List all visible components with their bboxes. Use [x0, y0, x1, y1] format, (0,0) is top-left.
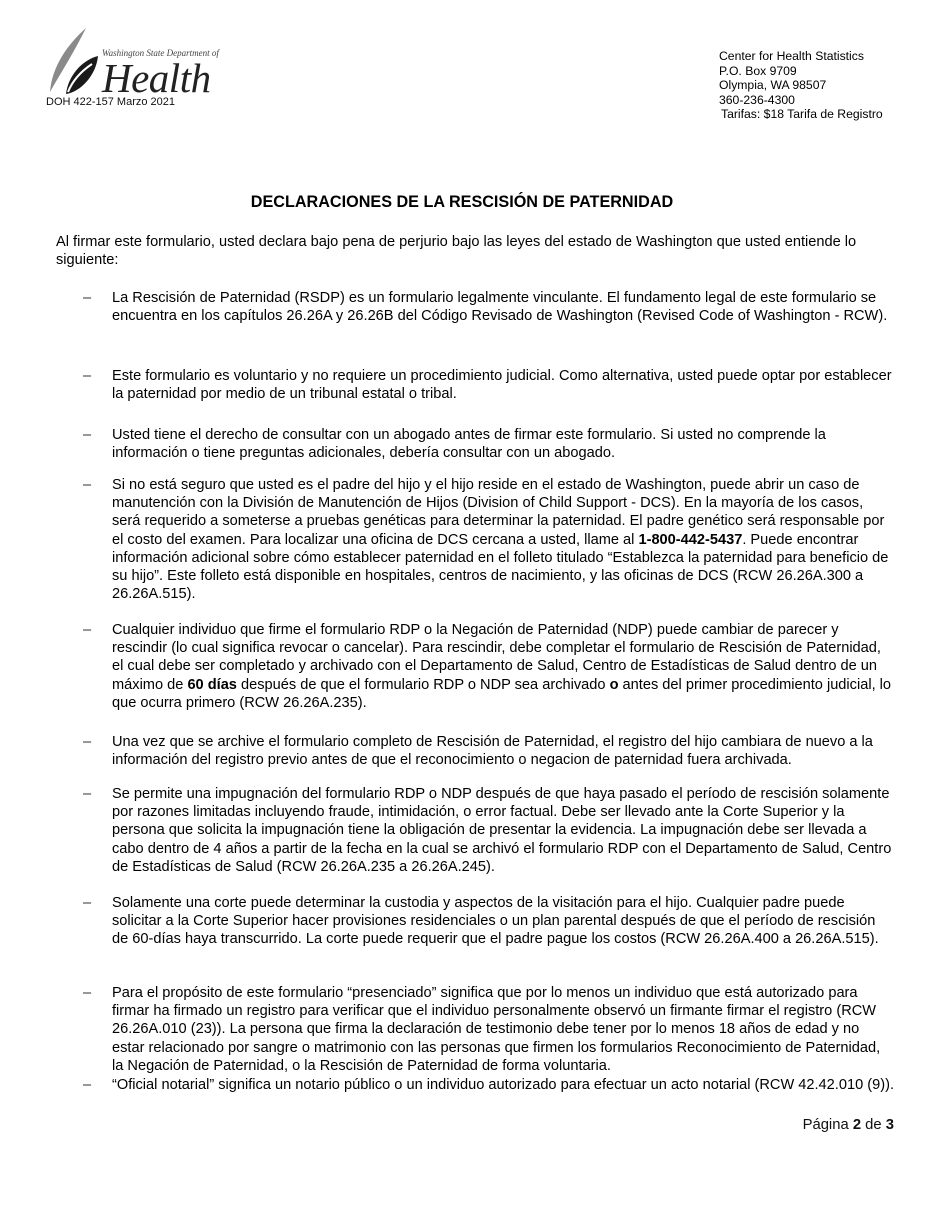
doh-logo — [46, 26, 226, 116]
text-segment: después de que el formulario RDP o NDP sea archivado — [236, 676, 610, 693]
list-item — [83, 1076, 895, 1094]
bullet-dash: – — [83, 622, 92, 638]
or-emphasis: o — [609, 676, 619, 693]
list-item-text: Este formulario es voluntario y no requiere un procedimiento judicial. Como alternativa, usted puede optar por establecer la paternidad por medio de un tribunal estatal o tribal. — [112, 368, 892, 403]
bullet-dash: – — [83, 368, 92, 384]
bullet-dash: – — [83, 985, 92, 1001]
list-item-text: Se permite una impugnación del formulario RDP o NDP después de que haya pasado el período de rescisión solamente por razones limitadas incluyendo fraude, intimidación, o error factual. Debe ser llevado ante la Corte Superior y la persona que solicita la impugnación tiene la obligación de presentar la evidencia. La impugnación debe ser llevada a cabo dentro de 4 años a partir de la fecha en la cual se archivó el formulario RDP con el Departamento de Salud, Centro de Estadísticas de Salud (RCW 26.26A.235 a 26.26A.245). — [112, 786, 892, 875]
list-item — [83, 426, 895, 462]
form-id: DOH 422-157 Marzo 2021 — [46, 96, 176, 108]
list-item-text: Para el propósito de este formulario “presenciado” significa que por lo menos un individuo que está autorizado para firmar ha firmado un registro para verificar que el individuo personalmente observó un firmante firmar el registro (RCW 26.26A.010 (23)). La persona que firma la declaración de testimonio debe tener por lo menos 18 años de edad y no estar relacionado por sangre o matrimonio con las personas que firmen los formularios Reconocimiento de Paternidad, la Negación de Paternidad, o la Rescisión de Paternidad de forma voluntaria. — [112, 985, 881, 1074]
text-segment: . Puede encontrar información adicional sobre cómo establecer paternidad en el folleto titulado “Establezca la paternidad para beneficio de su hijo”. Este folleto está disponible en hospitales, centros de nacimiento, y las oficinas de DCS (RCW 26.26A.300 a 26.26A.515). — [112, 531, 889, 603]
text-segment: Cualquier individuo que firme el formulario RDP o la Negación de Paternidad (NDP) puede cambiar de parecer y rescindir (lo cual significa revocar o cancelar). Para rescindir, debe completar el formulario de Rescisión de Paternidad, el cual debe ser completado y archivado con el Departamento de Salud, Centro de Estadísticas de Salud dentro de un máximo de — [112, 622, 881, 693]
logo-health-wordmark: Health — [102, 55, 211, 101]
intro-paragraph: Al firmar este formulario, usted declara bajo pena de perjurio bajo las leyes del estado de Washington que usted entiende lo siguiente: — [56, 234, 857, 269]
list-item — [83, 984, 895, 1075]
text-segment: antes del primer procedimiento judicial, lo que ocurra primero (RCW 26.26A.235). — [112, 676, 892, 711]
list-item — [83, 621, 895, 712]
list-item — [83, 367, 895, 403]
address-org: Center for Health Statistics — [719, 49, 864, 63]
address-po-box: P.O. Box 9709 — [719, 63, 797, 78]
page-current: 2 — [852, 1117, 862, 1133]
address-fees: Tarifas: $18 Tarifa de Registro — [721, 107, 883, 122]
bullet-dash: – — [83, 290, 92, 306]
page-title: DECLARACIONES DE LA RESCISIÓN DE PATERNIDAD — [250, 193, 674, 211]
address-phone: 360-236-4300 — [719, 92, 795, 107]
deadline-emphasis: 60 días — [187, 676, 237, 693]
list-item-text: La Rescisión de Paternidad (RSDP) es un formulario legalmente vinculante. El fundamento legal de este formulario se encuentra en los capítulos 26.26A y 26.26B del Código Revisado de Washington (Revised Code of Washington - RCW). — [112, 290, 888, 325]
list-item-text: Usted tiene el derecho de consultar con un abogado antes de firmar este formulario. Si usted no comprende la información o tiene preguntas adicionales, debería consultar con un abogado. — [112, 427, 826, 462]
dcs-phone-number: 1-800-442-5437 — [638, 531, 743, 548]
bullet-dash: – — [83, 477, 92, 493]
list-item-text: Solamente una corte puede determinar la custodia y aspectos de la visitación para el hijo. Cualquier padre puede solicitar a la Corte Superior hacer provisiones residenciales o un plan parental después de que el período de rescisión de 60-días haya transcurrido. La corte puede requerir que el padre pague los costos (RCW 26.26A.400 a 26.26A.515). — [112, 895, 879, 948]
list-item — [83, 476, 895, 603]
feather-icon — [46, 26, 106, 98]
text-segment: Si no está seguro que usted es el padre del hijo y el hijo reside en el estado de Washington, puede abrir un caso de manutención con la División de Manutención de Hijos (Division of Child Support - DCS). En la mayoría de los casos, será requerido a someterse a pruebas genéticas para determinar la paternidad. El padre genético será responsable por el costo del examen. Para localizar una oficina de DCS cercana a usted, llame al — [112, 477, 885, 548]
page-total: 3 — [885, 1117, 894, 1133]
page-separator: de — [865, 1117, 882, 1133]
logo-department-line: Washington State Department of — [102, 48, 219, 58]
page-label: Página — [802, 1117, 849, 1133]
address-city: Olympia, WA 98507 — [719, 78, 827, 93]
list-item — [83, 289, 895, 325]
list-item-text — [112, 476, 895, 603]
bullet-dash: – — [83, 427, 92, 443]
bullet-dash: – — [83, 786, 92, 802]
list-item — [83, 894, 895, 949]
list-item — [83, 785, 895, 876]
list-item — [83, 733, 895, 769]
bullet-dash: – — [83, 1077, 92, 1093]
list-item-text: “Oficial notarial” significa un notario público o un individuo autorizado para efectuar un acto notarial (RCW 42.42.010 (9)). — [112, 1077, 894, 1093]
list-item-text: Una vez que se archive el formulario completo de Rescisión de Paternidad, el registro del hijo cambiara de nuevo a la información del registro previo antes de que el reconocimiento o negacion de paternidad fuera archivada. — [112, 734, 873, 769]
list-item-text — [112, 621, 895, 712]
address-block — [719, 49, 883, 122]
bullet-dash: – — [83, 895, 92, 911]
page-number — [803, 1117, 894, 1133]
bullet-dash: – — [83, 734, 92, 750]
